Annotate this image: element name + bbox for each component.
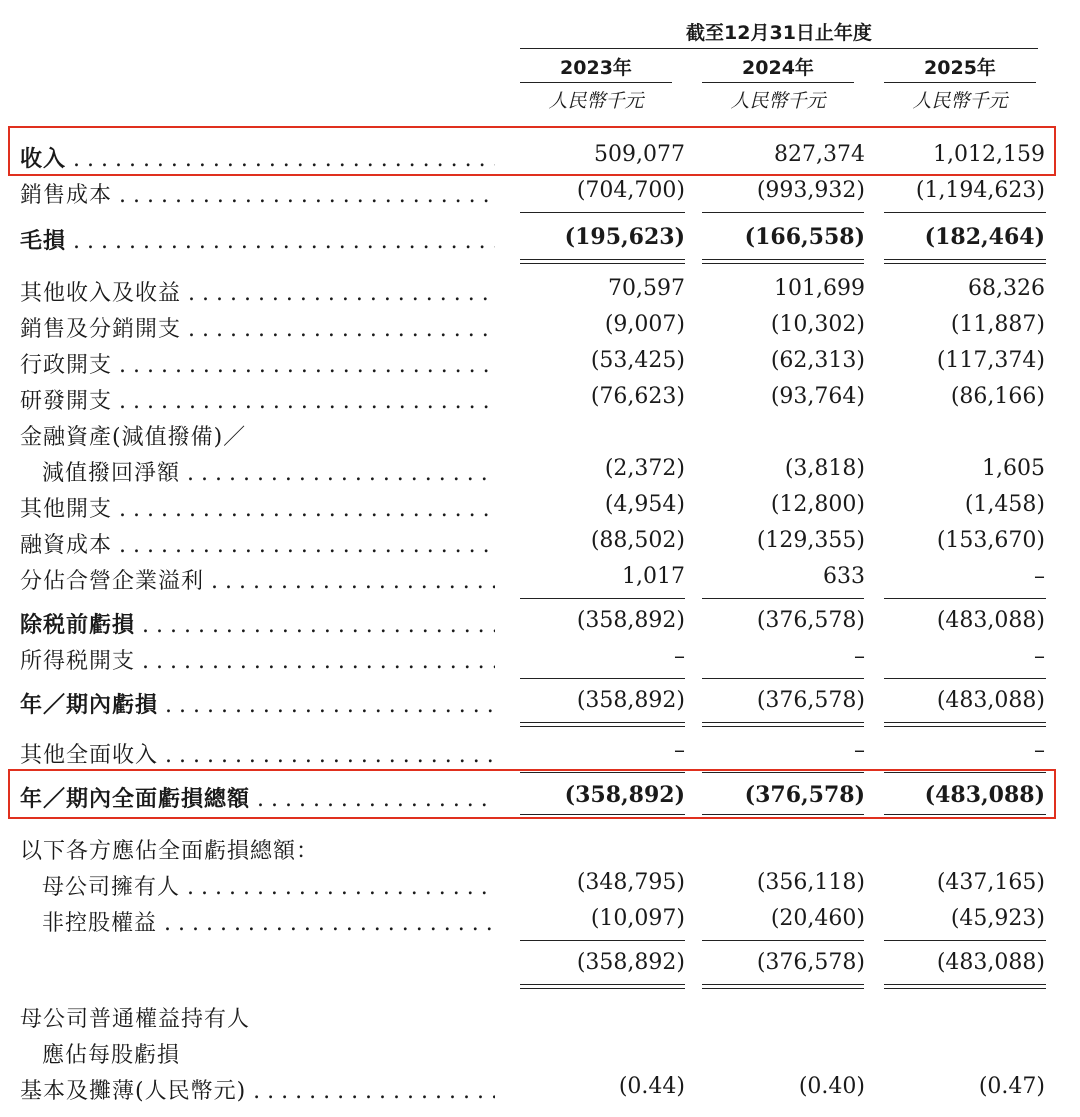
row-label: 非控股權益 . . . bbox=[42, 906, 495, 936]
row-basic-diluted-eps bbox=[0, 1070, 1080, 1106]
unit-label: 人民幣千元 bbox=[912, 90, 1008, 112]
row-owners-of-parent bbox=[0, 866, 1080, 902]
value-2024: 633 bbox=[823, 564, 865, 589]
year-2025-header: 2025年 bbox=[924, 57, 996, 79]
row-label: 銷售成本 . . . bbox=[20, 178, 495, 208]
value-2025: 68,326 bbox=[968, 276, 1045, 301]
subtotal-rule bbox=[884, 212, 1046, 213]
row-label: 融資成本 . . . bbox=[20, 528, 495, 558]
row-selling-expenses bbox=[0, 308, 1080, 344]
subtotal-rule bbox=[702, 598, 864, 599]
subtotal-rule bbox=[702, 940, 864, 941]
value-2023: (348,795) bbox=[576, 870, 685, 895]
row-label: 母公司普通權益持有人 bbox=[20, 1007, 251, 1032]
row-gross-loss bbox=[0, 220, 1080, 256]
subtotal-rule bbox=[884, 940, 1046, 941]
row-label: 年／期內全面虧損總額 . . . bbox=[20, 782, 495, 812]
value-2023: (9,007) bbox=[604, 312, 685, 337]
value-2023: (53,425) bbox=[590, 348, 685, 373]
row-impairment-heading bbox=[0, 416, 1080, 452]
value-2025: (117,374) bbox=[936, 348, 1045, 373]
value-2024: (376,578) bbox=[756, 608, 865, 633]
value-2024: (129,355) bbox=[756, 528, 865, 553]
value-2023: (704,700) bbox=[576, 178, 685, 203]
row-label: 減值撥回淨額 . . . bbox=[42, 456, 495, 486]
row-label: 其他開支 . . . bbox=[20, 492, 495, 522]
total-double-rule bbox=[884, 259, 1046, 264]
row-label: 研發開支 . . . bbox=[20, 384, 495, 414]
subtotal-rule bbox=[520, 212, 685, 213]
subtotal-rule bbox=[520, 940, 685, 941]
row-label: 所得税開支 . . . bbox=[20, 644, 495, 674]
row-label: 年／期內虧損 . . . bbox=[20, 688, 495, 718]
value-2023: (0.44) bbox=[618, 1074, 685, 1099]
subtotal-rule bbox=[884, 678, 1046, 679]
value-2025: (153,670) bbox=[936, 528, 1045, 553]
row-label: 行政開支 . . . bbox=[20, 348, 495, 378]
value-2024: (356,118) bbox=[756, 870, 865, 895]
highlight-box-total-loss bbox=[8, 769, 1056, 819]
highlight-box-revenue bbox=[8, 126, 1056, 176]
row-cost-of-sales bbox=[0, 174, 1080, 210]
value-2024: (376,578) bbox=[744, 782, 865, 808]
value-2024: (993,932) bbox=[756, 178, 865, 203]
value-2023: (358,892) bbox=[576, 608, 685, 633]
row-income-tax bbox=[0, 640, 1080, 676]
total-double-rule bbox=[702, 259, 864, 264]
row-label: 以下各方應佔全面虧損總額： bbox=[20, 839, 320, 864]
subtotal-rule bbox=[520, 598, 685, 599]
year-underline bbox=[520, 82, 672, 83]
value-2023: (88,502) bbox=[590, 528, 685, 553]
total-double-rule bbox=[520, 984, 685, 989]
subtotal-rule bbox=[702, 212, 864, 213]
value-2025: – bbox=[1034, 738, 1045, 763]
year-underline bbox=[702, 82, 854, 83]
total-double-rule bbox=[520, 722, 685, 727]
value-2024: – bbox=[854, 738, 865, 763]
value-2025: – bbox=[1034, 644, 1045, 669]
value-2024: (3,818) bbox=[784, 456, 865, 481]
value-2025: (0.47) bbox=[978, 1074, 1045, 1099]
value-2024: (376,578) bbox=[756, 950, 865, 975]
total-double-rule bbox=[884, 722, 1046, 727]
value-2023: 70,597 bbox=[608, 276, 685, 301]
value-2025: (182,464) bbox=[924, 224, 1045, 250]
value-2023: – bbox=[674, 644, 685, 669]
value-2023: (76,623) bbox=[590, 384, 685, 409]
value-2023: (358,892) bbox=[576, 950, 685, 975]
value-2025: (483,088) bbox=[924, 782, 1045, 808]
row-label: 母公司擁有人 . . . bbox=[42, 870, 495, 900]
value-2025: (45,923) bbox=[950, 906, 1045, 931]
value-2024: (12,800) bbox=[770, 492, 865, 517]
row-label: 銷售及分銷開支 . . . bbox=[20, 312, 495, 342]
value-2023: 1,017 bbox=[622, 564, 685, 589]
value-2023: (358,892) bbox=[564, 782, 685, 808]
value-2025: 1,012,159 bbox=[933, 142, 1045, 167]
row-other-income bbox=[0, 272, 1080, 308]
subtotal-rule bbox=[702, 678, 864, 679]
row-impairment-net bbox=[0, 452, 1080, 488]
total-double-rule bbox=[702, 722, 864, 727]
value-2024: (20,460) bbox=[770, 906, 865, 931]
year-2024-header: 2024年 bbox=[742, 57, 814, 79]
value-2024: – bbox=[854, 644, 865, 669]
row-label: 毛損 . . . bbox=[20, 224, 495, 254]
value-2025: (86,166) bbox=[950, 384, 1045, 409]
value-2025: (483,088) bbox=[936, 950, 1045, 975]
row-eps-heading-2 bbox=[0, 1034, 1080, 1070]
value-2025: (437,165) bbox=[936, 870, 1045, 895]
value-2023: (10,097) bbox=[590, 906, 685, 931]
value-2023: (4,954) bbox=[604, 492, 685, 517]
row-label: 其他收入及收益 . . . bbox=[20, 276, 495, 306]
row-loss-before-tax bbox=[0, 604, 1080, 640]
value-2024: 101,699 bbox=[774, 276, 865, 301]
value-2025: – bbox=[1034, 564, 1045, 589]
total-double-rule bbox=[520, 259, 685, 264]
unit-label: 人民幣千元 bbox=[730, 90, 826, 112]
period-header: 截至12月31日止年度 bbox=[686, 22, 872, 44]
value-2024: (62,313) bbox=[770, 348, 865, 373]
row-other-comprehensive-income bbox=[0, 734, 1080, 770]
subtotal-rule bbox=[520, 678, 685, 679]
row-label: 金融資產(減值撥備)／ bbox=[20, 425, 247, 450]
value-2023: 509,077 bbox=[594, 142, 685, 167]
period-underline bbox=[520, 48, 1038, 49]
total-double-rule bbox=[884, 984, 1046, 989]
row-attributable-total bbox=[0, 946, 1080, 982]
row-label: 基本及攤薄(人民幣元) . . . bbox=[20, 1074, 495, 1104]
row-jv-profit bbox=[0, 560, 1080, 596]
value-2024: (166,558) bbox=[744, 224, 865, 250]
row-eps-heading-1 bbox=[0, 998, 1080, 1034]
row-label: 應佔每股虧損 bbox=[42, 1043, 181, 1068]
row-label: 除税前虧損 . . . bbox=[20, 608, 495, 638]
row-label: 分佔合營企業溢利 . . . bbox=[20, 564, 495, 594]
value-2025: (483,088) bbox=[936, 608, 1045, 633]
value-2023: (2,372) bbox=[604, 456, 685, 481]
year-underline bbox=[884, 82, 1036, 83]
value-2024: (10,302) bbox=[770, 312, 865, 337]
total-double-rule bbox=[702, 984, 864, 989]
value-2025: (1,194,623) bbox=[915, 178, 1045, 203]
row-attributable-heading bbox=[0, 830, 1080, 866]
unit-label: 人民幣千元 bbox=[548, 90, 644, 112]
value-2025: (1,458) bbox=[964, 492, 1045, 517]
value-2025: 1,605 bbox=[982, 456, 1045, 481]
row-non-controlling-interests bbox=[0, 902, 1080, 938]
value-2024: (376,578) bbox=[756, 688, 865, 713]
row-rd-expenses bbox=[0, 380, 1080, 416]
value-2025: (11,887) bbox=[950, 312, 1045, 337]
value-2023: (195,623) bbox=[564, 224, 685, 250]
row-loss-for-period bbox=[0, 684, 1080, 720]
value-2023: – bbox=[674, 738, 685, 763]
value-2023: (358,892) bbox=[576, 688, 685, 713]
value-2025: (483,088) bbox=[936, 688, 1045, 713]
subtotal-rule bbox=[884, 598, 1046, 599]
value-2024: (93,764) bbox=[770, 384, 865, 409]
value-2024: (0.40) bbox=[798, 1074, 865, 1099]
year-2023-header: 2023年 bbox=[560, 57, 632, 79]
row-other-expenses bbox=[0, 488, 1080, 524]
row-label: 收入 . . . bbox=[20, 142, 495, 172]
row-label: 其他全面收入 . . . bbox=[20, 738, 495, 768]
row-finance-costs bbox=[0, 524, 1080, 560]
value-2024: 827,374 bbox=[774, 142, 865, 167]
row-admin-expenses bbox=[0, 344, 1080, 380]
